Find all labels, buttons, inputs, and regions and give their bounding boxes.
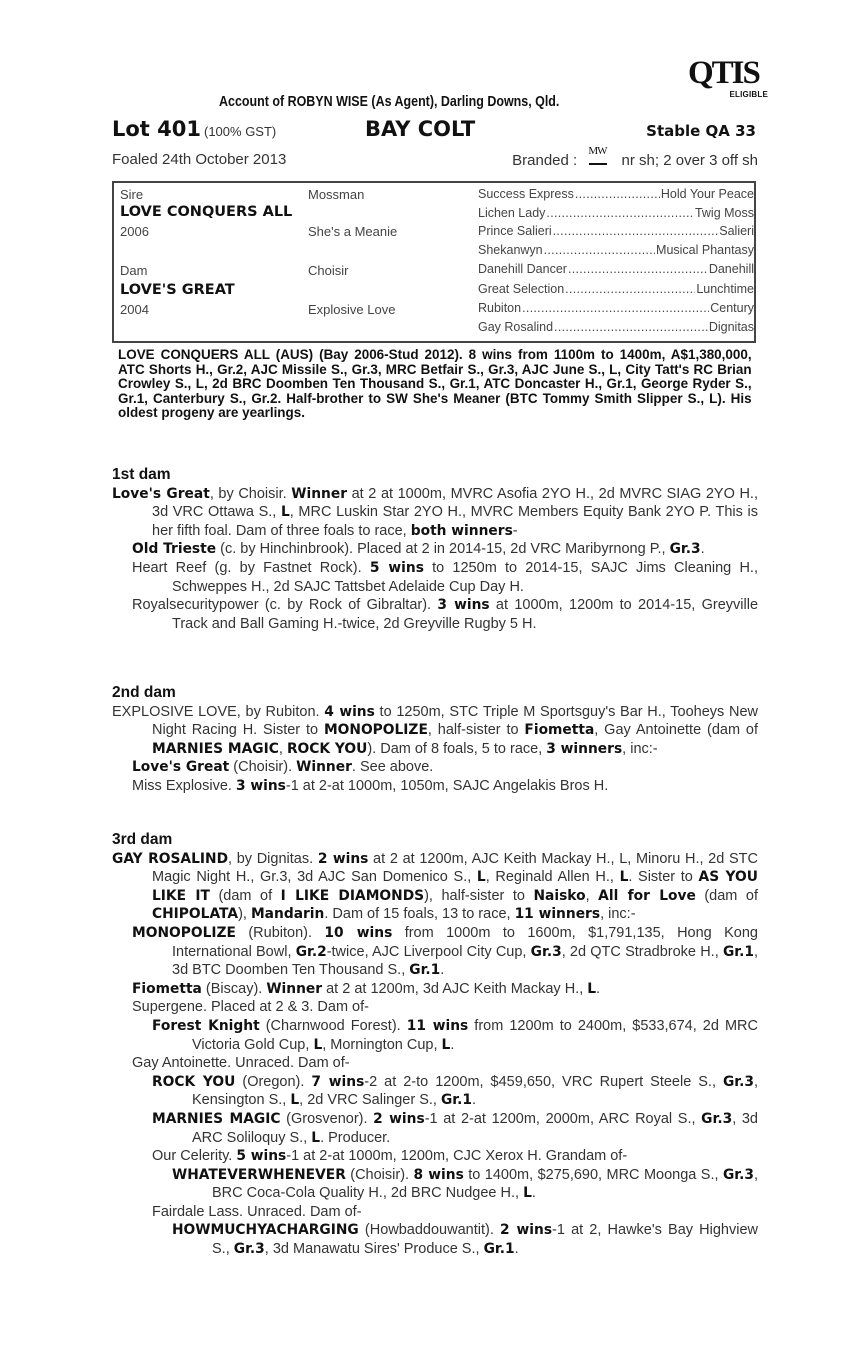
lot-header xyxy=(112,117,758,143)
bold-name: 8 wins xyxy=(413,1166,464,1183)
pedigree-table xyxy=(112,181,756,343)
horse-description: BAY COLT xyxy=(365,117,476,141)
bold-name: 2 wins xyxy=(500,1222,553,1239)
section-heading: 2nd dam xyxy=(112,684,176,701)
vendor-account: Account of ROBYN WISE (As Agent), Darling Downs, Qld. xyxy=(219,94,560,110)
entry-text: , 2d QTC Stradbroke H., xyxy=(561,943,723,960)
entry-text: , xyxy=(585,887,599,904)
entry-text: . Dam of 15 foals, 13 to race, xyxy=(324,906,515,923)
brand-mark-text: MW xyxy=(588,145,607,157)
qtis-eligible-logo xyxy=(688,55,768,102)
entry-text: , inc:- xyxy=(600,906,636,923)
bold-name: Winner xyxy=(296,759,352,776)
pedigree-entry xyxy=(112,777,758,796)
lot-label: Lot 401 xyxy=(112,117,201,141)
entry-text: Miss Explosive. xyxy=(132,777,236,794)
entry-text: , xyxy=(278,740,287,757)
bold-name: Gr.3 xyxy=(722,1073,754,1090)
bold-name: MONOPOLIZE xyxy=(323,722,428,739)
entry-text: -1 at 2-at 1200m, 2000m, ARC Royal S., xyxy=(424,1110,702,1127)
dam-dam: Explosive Love xyxy=(308,302,396,317)
bold-name: L xyxy=(523,1185,532,1202)
bold-name: L xyxy=(280,504,290,521)
bold-name: L xyxy=(290,1092,300,1109)
entry-text: . xyxy=(514,1241,519,1258)
bold-name: 5 wins xyxy=(369,559,424,576)
section-heading: 1st dam xyxy=(112,466,171,483)
bold-name: 7 wins xyxy=(311,1073,365,1090)
entry-text: , by Dignitas. xyxy=(228,850,318,867)
entry-text: . Producer. xyxy=(320,1129,391,1146)
bold-name: All for Love xyxy=(598,887,696,904)
entry-text: , half-sister to xyxy=(427,722,525,739)
sire-name: LOVE CONQUERS ALL xyxy=(120,204,293,220)
entry-text: , 3d BTC Doomben Ten Thousand S., xyxy=(172,943,758,979)
grandparent-row: Rubiton ..... Century xyxy=(478,301,754,315)
bold-name: L xyxy=(313,1036,323,1053)
lot-number xyxy=(112,117,276,141)
eligible-label: ELIGIBLE xyxy=(729,90,768,99)
brand-info xyxy=(512,145,758,169)
bold-name: Naisko xyxy=(533,887,586,904)
entry-text: (Grosvenor). xyxy=(280,1110,374,1127)
bold-name: ROCK YOU xyxy=(152,1073,236,1090)
bold-name: AS YOU LIKE IT xyxy=(152,869,758,904)
entry-text: (Charnwood Forest). xyxy=(259,1017,407,1034)
entry-text: . Sister to xyxy=(628,869,699,886)
sire-sire: Mossman xyxy=(308,187,365,202)
dam-year: 2004 xyxy=(120,302,149,317)
bold-name: Forest Knight xyxy=(152,1017,260,1034)
bold-name: 11 wins xyxy=(406,1017,469,1034)
entry-text: Our Celerity. xyxy=(152,1148,237,1165)
bold-name: MONOPOLIZE xyxy=(132,924,236,941)
grandparent-row: Danehill Dancer ..... Danehill xyxy=(478,262,754,276)
bold-name: 4 wins xyxy=(324,703,375,720)
dam-label: Dam xyxy=(120,263,148,278)
bold-name: 3 winners xyxy=(546,740,623,757)
bold-name: L xyxy=(619,869,629,886)
entry-text: Royalsecuritypower (c. by Rock of Gibraltar). xyxy=(132,597,438,614)
entry-text: -1 at 2, Hawke's Bay Highview S., xyxy=(212,1222,758,1258)
entry-text: , inc:- xyxy=(622,740,658,757)
pedigree-entry xyxy=(112,1073,758,1110)
bold-name: both winners xyxy=(410,522,513,539)
bold-name: GAY ROSALIND xyxy=(112,850,229,867)
entry-text: ), xyxy=(238,906,251,923)
pedigree-entry xyxy=(112,1203,758,1222)
bold-name: L xyxy=(476,869,486,886)
pedigree-entry xyxy=(112,540,758,559)
pedigree-entry xyxy=(112,1166,758,1203)
bold-name: Gr.1 xyxy=(483,1241,515,1258)
bold-name: 2 wins xyxy=(317,850,369,867)
entry-text: . xyxy=(440,962,445,979)
entry-text: , BRC Coca-Cola Quality H., 2d BRC Nudgee H., xyxy=(212,1166,758,1202)
pedigree-entry xyxy=(112,980,758,999)
entry-text: (Choisir). xyxy=(229,759,297,776)
bold-name: Fiometta xyxy=(524,722,595,739)
entry-text: (Choisir). xyxy=(345,1166,414,1183)
pedigree-entry xyxy=(112,559,758,596)
entry-text: , Kensington S., xyxy=(192,1073,759,1109)
entry-text: , 3d Manawatu Sires' Produce S., xyxy=(264,1241,484,1258)
pedigree-entry xyxy=(112,924,758,980)
third-dam-section xyxy=(112,831,758,1259)
entry-text: (Howbaddouwantit). xyxy=(358,1222,500,1239)
entry-text: . See above. xyxy=(351,759,434,776)
sire-summary: LOVE CONQUERS ALL (AUS) (Bay 2006-Stud 2012). 8 wins from 1100m to 1400m, A$1,380,000, ATC Shorts H., Gr.2, AJC Missile S., Gr.3, MRC Betfair S., Gr.3, AJC June S., L, City Tatt's RC Brian Crowley S., L, 2d BRC Doomben Ten Thousand S., Gr.1, ATC Doncaster H., Gr.1, George Ryder S., Gr.1, Canterbury S., Gr.2. Half-brother to SW She's Meaner (BTC Tommy Smith Slipper S., L). His oldest progeny are yearlings. xyxy=(118,347,752,421)
bold-name: Gr.3 xyxy=(722,1166,754,1183)
pedigree-entry xyxy=(112,596,758,633)
stable-number: Stable QA 33 xyxy=(646,122,756,140)
entry-text: (Biscay). xyxy=(201,980,267,997)
entry-text: -2 at 2-to 1200m, $459,650, VRC Rupert Steele S., xyxy=(364,1073,723,1090)
entry-text: . xyxy=(472,1092,477,1109)
pedigree-entry xyxy=(112,1054,758,1073)
foaled-date: Foaled 24th October 2013 xyxy=(112,151,287,168)
bold-name: Winner xyxy=(266,980,323,997)
entry-text: Supergene. Placed at 2 & 3. Dam of- xyxy=(132,999,369,1016)
entry-list xyxy=(112,485,758,634)
sire-year: 2006 xyxy=(120,224,149,239)
entry-text: . xyxy=(531,1185,536,1202)
bold-name: L xyxy=(311,1129,321,1146)
second-dam-section xyxy=(112,684,758,796)
entry-text: Fairdale Lass. Unraced. Dam of- xyxy=(152,1203,362,1220)
pedigree-entry xyxy=(112,758,758,777)
entry-text: . xyxy=(700,541,705,558)
bold-name: 3 wins xyxy=(235,777,286,794)
bold-name: I LIKE DIAMONDS xyxy=(280,887,425,904)
sire-dam: She's a Meanie xyxy=(308,224,398,239)
entry-text: . xyxy=(596,980,601,997)
entry-text: ), half-sister to xyxy=(424,887,534,904)
pedigree-entry xyxy=(112,998,758,1017)
bold-name: Winner xyxy=(291,485,348,502)
bold-name: Fiometta xyxy=(132,980,202,997)
bold-name: HOWMUCHYACHARGING xyxy=(172,1222,359,1239)
entry-text: , Reginald Allen H., xyxy=(485,869,620,886)
entry-text: EXPLOSIVE LOVE, by Rubiton. xyxy=(112,703,325,720)
entry-text: ). Dam of 8 foals, 5 to race, xyxy=(367,740,547,757)
bold-name: Love's Great xyxy=(112,485,210,502)
grandparent-row: Gay Rosalind ..... Dignitas xyxy=(478,320,754,334)
entry-text: -1 at 2-at 1000m, 1200m, CJC Xerox H. Grandam of- xyxy=(286,1148,628,1165)
bold-name: Gr.1 xyxy=(722,943,754,960)
bold-name: Old Trieste xyxy=(132,541,217,558)
bold-name: MARNIES MAGIC xyxy=(152,1110,281,1127)
brand-mark-icon xyxy=(587,145,609,167)
entry-text: -1 at 2-at 1000m, 1050m, SAJC Angelakis Bros H. xyxy=(285,777,609,794)
entry-text: from 1000m to 1600m, $1,791,135, Hong Kong International Bowl, xyxy=(172,924,758,960)
entry-text: at 2 at 1200m, 3d AJC Keith Mackay H., xyxy=(322,980,588,997)
bold-name: 5 wins xyxy=(236,1148,287,1165)
entry-text: Heart Reef (g. by Fastnet Rock). xyxy=(132,559,370,576)
bold-name: Gr.3 xyxy=(669,541,701,558)
entry-text: at 2 at 1200m, AJC Keith Mackay H., L, Minoru H., 2d STC Magic Night H., Gr.3, 3d AJC San Domenico S., xyxy=(152,850,758,886)
pedigree-entry xyxy=(112,1147,758,1166)
entry-text: at 1000m, 1200m to 2014-15, Greyville Track and Ball Gaming H.-twice, 2d Greyville Rugby 5 H. xyxy=(172,597,759,632)
pedigree-entry xyxy=(112,1110,758,1147)
sire-label: Sire xyxy=(120,187,144,202)
dam-name: LOVE'S GREAT xyxy=(120,282,235,298)
bold-name: 2 wins xyxy=(373,1110,425,1127)
entry-text: , by Choisir. xyxy=(209,485,292,502)
pedigree-entry xyxy=(112,1221,758,1258)
entry-text: , Gay Antoinette (dam of xyxy=(594,722,758,739)
entry-text: . xyxy=(450,1036,455,1053)
entry-text: (dam of xyxy=(209,887,281,904)
bold-name: Gr.1 xyxy=(409,962,441,979)
dam-sire: Choisir xyxy=(308,263,349,278)
entry-text: to 1400m, $275,690, MRC Moonga S., xyxy=(463,1166,723,1183)
brand-detail: nr sh; 2 over 3 off sh xyxy=(621,152,758,169)
bold-name: Gr.1 xyxy=(440,1092,472,1109)
entry-text: at 2 at 1000m, MVRC Asofia 2YO H., 2d MVRC SIAG 2YO H., 3d VRC Ottawa S., xyxy=(152,485,758,521)
pedigree-entry xyxy=(112,485,758,541)
grandparent-row: Success Express ..... Hold Your Peace xyxy=(478,187,754,201)
pedigree-entry xyxy=(112,703,758,759)
section-heading: 3rd dam xyxy=(112,831,173,848)
entry-text: , MRC Luskin Star 2YO H., MVRC Members Equity Bank 2YO P. This is her fifth foal. Dam of three foals to race, xyxy=(152,504,759,539)
bold-name: Mandarin xyxy=(250,906,325,923)
entry-text: - xyxy=(512,522,518,539)
grandparent-row: Lichen Lady ..... Twig Moss xyxy=(478,206,754,220)
bold-name: CHIPOLATA xyxy=(152,906,239,923)
bold-name: Gr.2 xyxy=(295,943,327,960)
entry-list xyxy=(112,850,758,1259)
entry-text: Gay Antoinette. Unraced. Dam of- xyxy=(132,1055,350,1072)
grandparent-row: Shekanwyn ..... Musical Phantasy xyxy=(478,243,754,257)
grandparent-row: Great Selection ..... Lunchtime xyxy=(478,282,754,296)
entry-text: , 2d VRC Salinger S., xyxy=(299,1092,441,1109)
branded-label: Branded : xyxy=(512,152,578,169)
entry-text: , Mornington Cup, xyxy=(322,1036,442,1053)
gst-note: (100% GST) xyxy=(204,124,277,139)
first-dam-section xyxy=(112,466,758,633)
entry-text: from 1200m to 2400m, $533,674, 2d MRC Victoria Gold Cup, xyxy=(192,1017,758,1053)
bold-name: WHATEVERWHENEVER xyxy=(172,1166,346,1183)
entry-list xyxy=(112,703,758,796)
bold-name: Gr.3 xyxy=(701,1110,733,1127)
bold-name: L xyxy=(587,980,597,997)
pedigree-entry xyxy=(112,850,758,924)
entry-text: (Oregon). xyxy=(235,1073,312,1090)
bold-name: 3 wins xyxy=(437,597,490,614)
bold-name: 11 winners xyxy=(514,906,601,923)
entry-text: (dam of xyxy=(695,887,759,904)
bold-name: ROCK YOU xyxy=(286,740,368,757)
bold-name: Love's Great xyxy=(132,759,230,776)
entry-text: (c. by Hinchinbrook). Placed at 2 in 2014-15, 2d VRC Maribyrnong P., xyxy=(216,541,670,558)
bold-name: L xyxy=(441,1036,451,1053)
entry-text: to 1250m to 2014-15, SAJC Jims Cleaning H., Schweppes H., 2d SAJC Tattsbet Adelaide Cup Day H. xyxy=(172,559,758,595)
entry-text: (Rubiton). xyxy=(235,924,325,941)
bold-name: Gr.3 xyxy=(233,1241,265,1258)
pedigree-entry xyxy=(112,1017,758,1054)
bold-name: 10 wins xyxy=(324,924,393,941)
entry-text: to 1250m, STC Triple M Sportsguy's Bar H., Tooheys New Night Racing H. Sister to xyxy=(152,703,758,739)
grandparent-row: Prince Salieri ..... Salieri xyxy=(478,224,754,238)
bold-name: MARNIES MAGIC xyxy=(152,740,279,757)
entry-text: , 3d ARC Soliloquy S., xyxy=(192,1110,758,1146)
bold-name: Gr.3 xyxy=(530,943,562,960)
qtis-logo-text: QTIS xyxy=(688,55,759,91)
entry-text: -twice, AJC Liverpool City Cup, xyxy=(326,943,531,960)
